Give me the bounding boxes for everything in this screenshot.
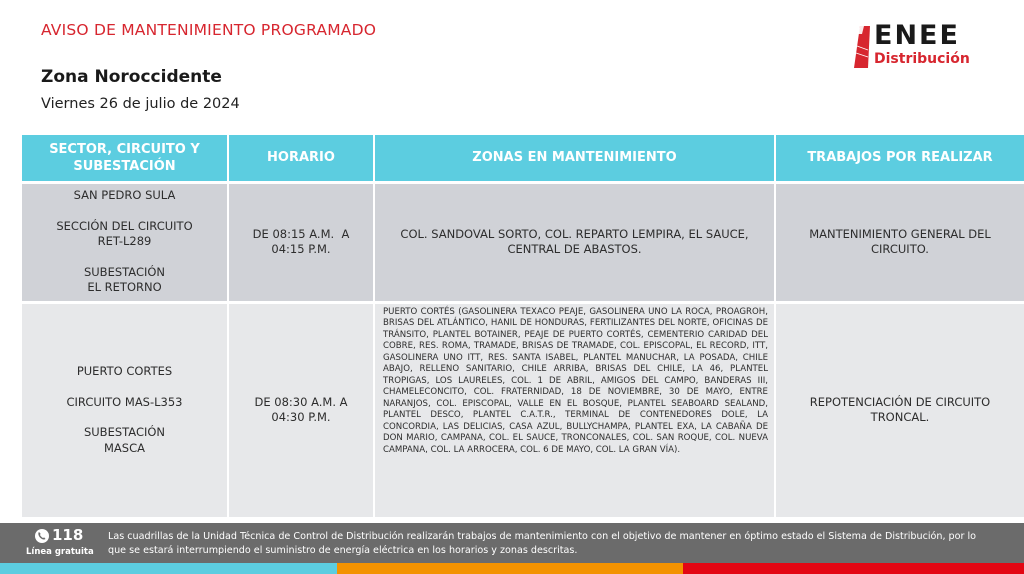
schedule-end: 04:15 P.M. (271, 242, 331, 256)
sector-name: PUERTO CORTES (76, 364, 173, 379)
table-row (22, 182, 1024, 302)
schedule-start: DE 08:30 A.M. A (254, 394, 348, 409)
footer-message: Las cuadrillas de la Unidad Técnica de Control de Distribución realizarán trabajos de mantenimiento con el objetivo de mantener en óptimo estado el Sistema de Distribución, por lo que se estará interrumpiendo el suministro de energía eléctrica en los horarios y zonas descritas. (108, 531, 977, 556)
schedule-start: DE 08:15 A.M. A (252, 226, 350, 241)
schedule-end: 04:30 P.M. (271, 410, 331, 425)
substation-label: SUBESTACIÓN (83, 264, 166, 279)
tower-icon (854, 26, 870, 68)
sector-name: SAN PEDRO SULA (73, 188, 176, 203)
cell-work: REPOTENCIACIÓN DE CIRCUITO TRONCAL. (775, 302, 1024, 517)
table-header-row (22, 135, 1024, 182)
stripe-red (683, 563, 1024, 574)
col-header-schedule: HORARIO (228, 135, 374, 182)
enee-logo (854, 20, 1004, 72)
circuit-label: SECCIÓN DEL CIRCUITO (56, 218, 193, 233)
substation-name: MASCA (104, 440, 145, 455)
cell-zones: PUERTO CORTÉS (GASOLINERA TEXACO PEAJE, GASOLINERA UNO LA ROCA, PROAGROH, BRISAS DEL ATLÁNTICO, HANIL DE HONDURAS, FERTILIZANTES DEL NORTE, OFICINAS DE TRÁNSITO, PLANTEL BOTAINER, PEAJE DE PUERTO CORTÉS, CEMENTERIO CARIDAD DEL COBRE, RES. ROMA, TRAMADE, BRISAS DE TRAMADE, COL. EPISCOPAL, EL RECORD, ITT, GASOLINERA UNO ITT, RES. SANTA ISABEL, PLANTEL MANUCHAR, LA POSADA, CHILE ABAJO, RELLENO SANITARIO, CHILE ARRIBA, BRISAS DEL CHILE, LA 46, PLANTEL TROPIGAS, LOS LAURELES, COL. 1 DE ABRIL, AMIGOS DEL CAMPO, BANDERAS III, CHAMELECONCITO, COL. FRATERNIDAD, 18 DE NOVIEMBRE, 30 DE MAYO, ENTRE NARANJOS, COL. EPISCOPAL, VALLE EN EL BOSQUE, PLANTEL SEABOARD SEALAND, PLANTEL DESCO, PLANTEL C.A.T.R., TERMINAL DE CONTENEDORES DOLE, LA CONCORDIA, LAS DELICIAS, CASA AZUL, BULLYCHAMPA, PLANTEL EXA, LA CABAÑA DE DON MARIO, CAMPANA, COL. EL SAUCE, TRONCONALES, COL. SAN ROQUE, COL. NUEVA CAMPANA, COL. LA ARROCERA, COL. 6 DE MAYO, COL. LA GRAN VÍA). (374, 302, 775, 517)
hotline-label: Línea gratuita (26, 547, 94, 557)
footer-bar (0, 523, 1024, 563)
phone-icon (35, 529, 49, 543)
circuit-label: CIRCUITO MAS-L353 (66, 394, 183, 409)
hotline (26, 527, 94, 561)
date-line: Viernes 26 de julio de 2024 (41, 96, 240, 112)
maintenance-table (22, 135, 1024, 517)
cell-zones: COL. SANDOVAL SORTO, COL. REPARTO LEMPIRA, EL SAUCE, CENTRAL DE ABASTOS. (374, 182, 775, 302)
col-header-zones: ZONAS EN MANTENIMIENTO (374, 135, 775, 182)
hotline-number: 118 (52, 526, 84, 544)
circuit-id: RET-L289 (97, 234, 152, 249)
substation-name: EL RETORNO (87, 280, 162, 295)
logo-brand: ENEE (874, 20, 960, 51)
cell-schedule (228, 302, 374, 517)
table-row (22, 302, 1024, 517)
col-header-sector: SECTOR, CIRCUITO Y SUBESTACIÓN (22, 135, 228, 182)
stripe-cyan (0, 563, 337, 574)
cell-sector (22, 302, 228, 517)
notice-title: AVISO DE MANTENIMIENTO PROGRAMADO (41, 21, 377, 39)
cell-sector (22, 182, 228, 302)
cell-schedule (228, 182, 374, 302)
stripe-orange (337, 563, 683, 574)
cell-work: MANTENIMIENTO GENERAL DEL CIRCUITO. (775, 182, 1024, 302)
col-header-work: TRABAJOS POR REALIZAR (775, 135, 1024, 182)
substation-label: SUBESTACIÓN (83, 425, 166, 440)
zone-title: Zona Noroccidente (41, 67, 222, 87)
logo-subtitle: Distribución (874, 51, 970, 67)
